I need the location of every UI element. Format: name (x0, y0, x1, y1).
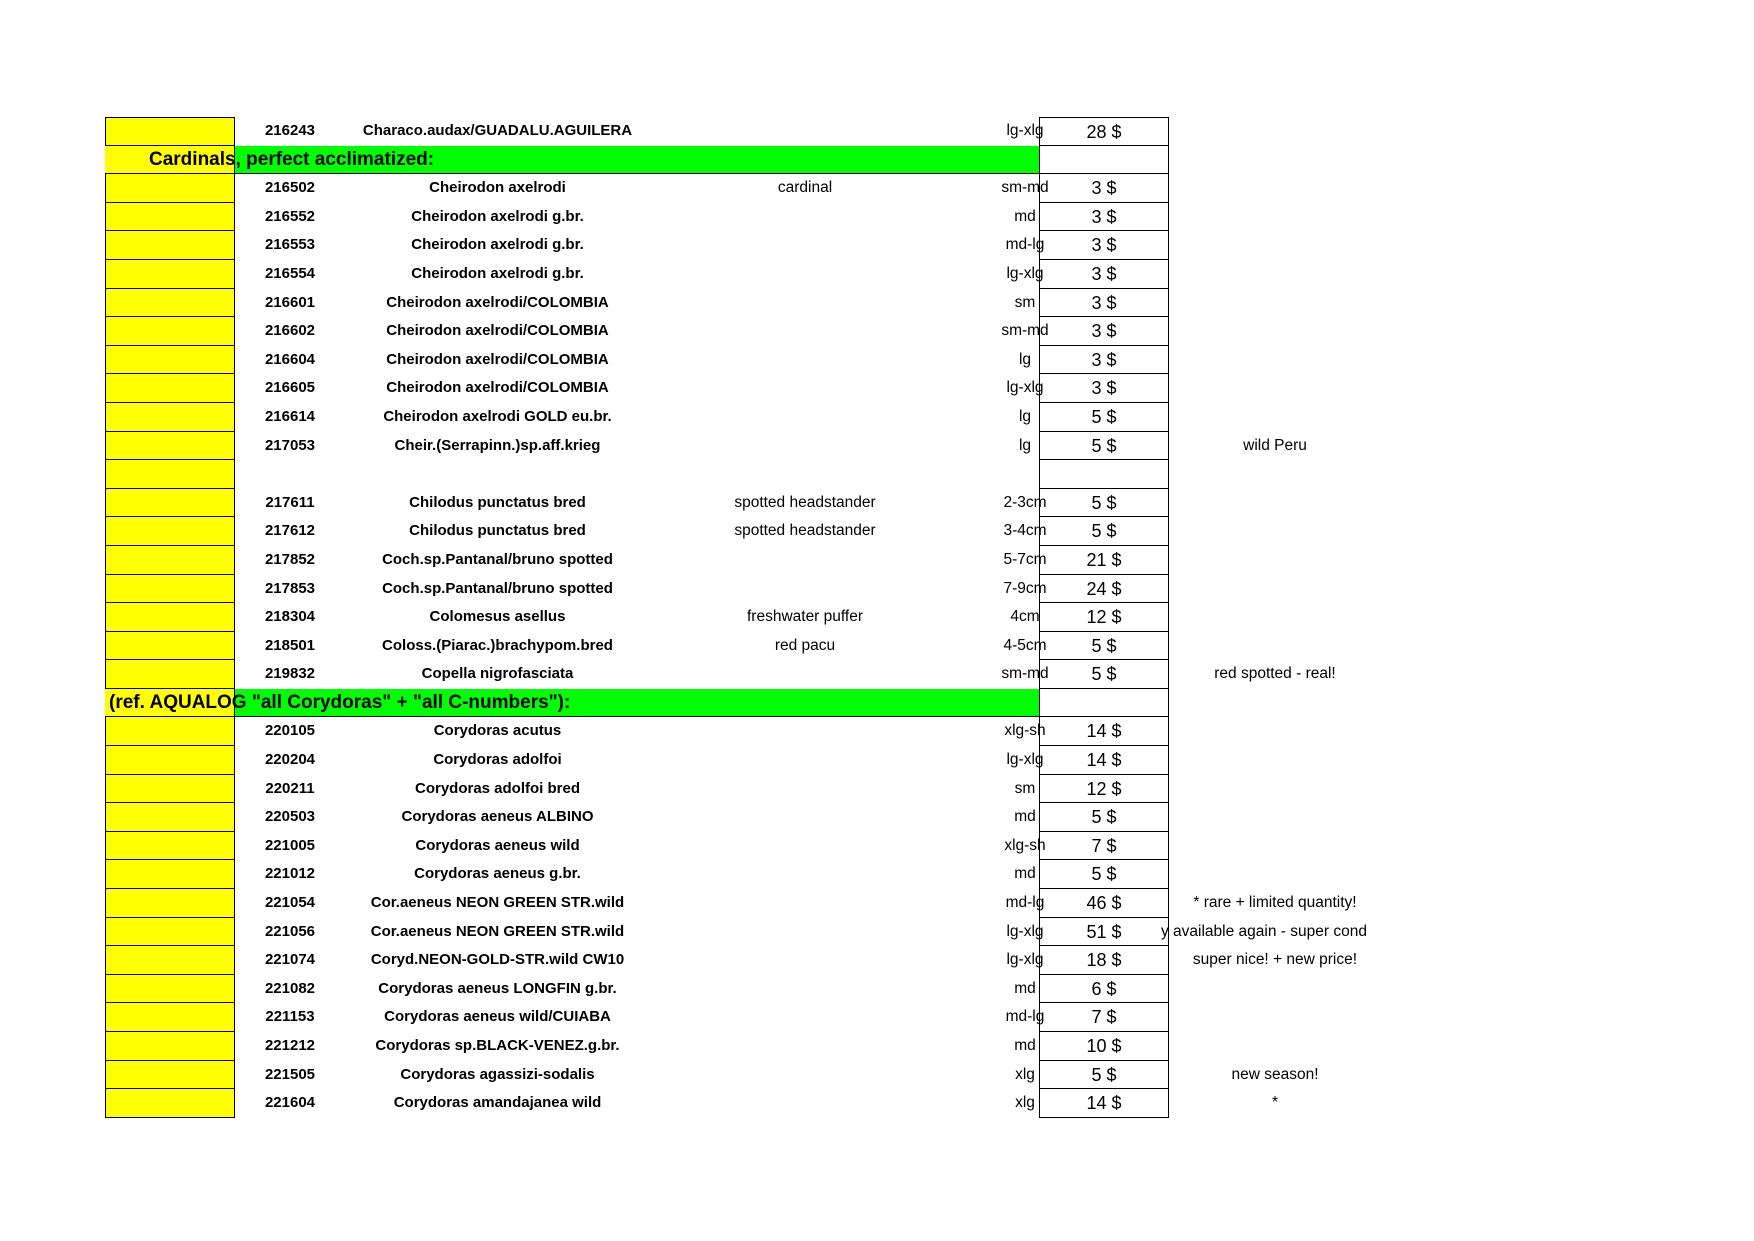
order-quantity-cell[interactable] (105, 946, 235, 975)
item-price: 5 $ (1039, 403, 1169, 432)
item-remark (1170, 403, 1380, 432)
item-remark (1170, 546, 1380, 575)
item-name: Corydoras amandajanea wild (393, 1094, 602, 1112)
table-row (105, 432, 1405, 461)
item-size: 4cm (1010, 608, 1040, 626)
item-code: 216554 (264, 264, 316, 282)
table-row (105, 517, 1405, 546)
common-name (695, 575, 915, 604)
item-size: xlg (1015, 1065, 1035, 1083)
item-price: 21 $ (1039, 546, 1169, 575)
common-name: spotted headstander (734, 522, 876, 540)
item-name: Corydoras aeneus g.br. (414, 865, 581, 883)
item-size: lg (1018, 436, 1032, 454)
item-size: sm (1014, 293, 1036, 311)
common-name (695, 117, 915, 146)
common-name (695, 403, 915, 432)
common-name (695, 231, 915, 260)
item-price: 3 $ (1039, 174, 1169, 203)
item-name: Corydoras acutus (433, 722, 562, 740)
common-name (695, 374, 915, 403)
order-quantity-cell[interactable] (105, 660, 235, 689)
item-remark (1170, 832, 1380, 861)
item-code: 216614 (264, 407, 316, 425)
item-remark (1170, 775, 1380, 804)
table-row (105, 975, 1405, 1004)
table-row (105, 603, 1405, 632)
item-size: lg (1018, 407, 1032, 425)
item-size: xlg (1015, 1094, 1035, 1112)
item-size: 7-9cm (1003, 579, 1047, 597)
common-name: spotted headstander (734, 493, 876, 511)
item-remark (1170, 1032, 1380, 1061)
item-size: sm (1014, 779, 1036, 797)
item-price: 5 $ (1039, 489, 1169, 518)
table-row (105, 946, 1405, 975)
common-name (695, 918, 915, 947)
item-name: Characo.audax/GUADALU.AGUILERA (362, 122, 633, 139)
item-price: 5 $ (1039, 803, 1169, 832)
item-name: Coloss.(Piarac.)brachypom.bred (382, 636, 613, 654)
common-name (695, 889, 915, 918)
order-quantity-cell[interactable] (105, 317, 235, 346)
item-code: 221054 (264, 894, 316, 912)
item-code: 221604 (264, 1094, 316, 1112)
item-size: md-lg (1005, 1008, 1045, 1026)
order-quantity-cell[interactable] (105, 889, 235, 918)
item-remark: y available again - super cond (1161, 922, 1367, 940)
item-name: Corydoras aeneus wild (415, 836, 580, 854)
price-list-sheet (105, 117, 1405, 1118)
item-code: 221005 (264, 836, 316, 854)
item-remark (1170, 746, 1380, 775)
item-name: Corydoras aeneus wild/CUIABA (384, 1008, 611, 1026)
item-name: Corydoras sp.BLACK-VENEZ.g.br. (375, 1037, 620, 1054)
item-price: 14 $ (1039, 717, 1169, 746)
item-size: md (1014, 979, 1036, 997)
item-code: 216502 (264, 179, 316, 197)
item-name: Cor.aeneus NEON GREEN STR.wild (370, 922, 625, 940)
item-size: md (1014, 865, 1036, 883)
item-price: 7 $ (1039, 832, 1169, 861)
item-code: 218304 (264, 608, 316, 626)
item-price: 5 $ (1039, 632, 1169, 661)
item-price (1039, 689, 1169, 718)
table-row (105, 260, 1405, 289)
item-name: Corydoras agassizi-sodalis (400, 1065, 595, 1083)
item-remark: red spotted - real! (1214, 665, 1336, 683)
common-name (695, 860, 915, 889)
item-price: 3 $ (1039, 289, 1169, 318)
item-size: md-lg (1005, 236, 1045, 254)
table-row (105, 1003, 1405, 1032)
common-name (695, 946, 915, 975)
section-title: Cardinals, perfect acclimatized: (149, 148, 435, 170)
item-price: 28 $ (1039, 117, 1169, 146)
item-name: Cheir.(Serrapinn.)sp.aff.krieg (394, 436, 601, 454)
item-name: Coch.sp.Pantanal/bruno spotted (382, 550, 613, 568)
item-code: 218501 (264, 636, 316, 654)
common-name (695, 803, 915, 832)
item-code: 217852 (264, 550, 316, 568)
common-name (695, 1089, 915, 1118)
item-remark (1170, 460, 1380, 489)
item-remark (1170, 1003, 1380, 1032)
table-row (105, 746, 1405, 775)
order-quantity-cell[interactable] (105, 489, 235, 518)
common-name (695, 260, 915, 289)
item-remark (1170, 117, 1380, 146)
item-name: Cheirodon axelrodi/COLOMBIA (386, 350, 609, 368)
item-price: 14 $ (1039, 746, 1169, 775)
order-quantity-cell[interactable] (105, 918, 235, 947)
item-size: sm-md (1001, 179, 1049, 197)
item-remark (1170, 231, 1380, 260)
item-code: 216604 (264, 350, 316, 368)
section-title: (ref. AQUALOG "all Corydoras" + "all C-numbers"): (109, 691, 571, 713)
item-name: Corydoras aeneus LONGFIN g.br. (378, 979, 617, 997)
common-name (695, 346, 915, 375)
item-size: lg (1018, 350, 1032, 368)
common-name (695, 289, 915, 318)
table-row (105, 489, 1405, 518)
order-quantity-cell[interactable] (105, 632, 235, 661)
item-remark (1170, 260, 1380, 289)
item-price: 51 $ (1039, 918, 1169, 947)
item-size: md (1014, 808, 1036, 826)
table-row (105, 460, 1405, 489)
item-size: lg-xlg (1006, 922, 1044, 940)
common-name (695, 1032, 915, 1061)
item-remark (1170, 603, 1380, 632)
item-name: Cheirodon axelrodi (429, 179, 566, 197)
item-size: lg-xlg (1006, 264, 1044, 282)
common-name (695, 660, 915, 689)
item-price: 5 $ (1039, 660, 1169, 689)
item-name: Cheirodon axelrodi/COLOMBIA (386, 322, 609, 340)
common-name: freshwater puffer (746, 608, 864, 626)
item-remark (1170, 203, 1380, 232)
table-row (105, 889, 1405, 918)
item-remark (1170, 803, 1380, 832)
table-row (105, 231, 1405, 260)
item-name: Cheirodon axelrodi GOLD eu.br. (383, 407, 612, 425)
order-quantity-cell[interactable] (105, 517, 235, 546)
item-code: 217611 (265, 493, 315, 511)
table-row (105, 174, 1405, 203)
item-size: sm-md (1001, 665, 1049, 683)
order-quantity-cell[interactable] (105, 403, 235, 432)
table-row (105, 203, 1405, 232)
common-name (695, 203, 915, 232)
table-row (105, 575, 1405, 604)
item-remark (1170, 517, 1380, 546)
common-name (695, 832, 915, 861)
item-name: Colomesus asellus (429, 608, 566, 626)
table-row (105, 346, 1405, 375)
table-row (105, 660, 1405, 689)
table-row (105, 1061, 1405, 1090)
order-quantity-cell[interactable] (105, 1003, 235, 1032)
item-name: Coch.sp.Pantanal/bruno spotted (382, 579, 613, 597)
order-quantity-cell[interactable] (105, 174, 235, 203)
item-size: md (1014, 1037, 1036, 1054)
item-code: 217053 (264, 436, 316, 454)
common-name (695, 1003, 915, 1032)
table-row (105, 860, 1405, 889)
item-price: 3 $ (1039, 374, 1169, 403)
item-size: 3-4cm (1003, 522, 1047, 540)
item-code: 216553 (264, 236, 316, 254)
item-price: 5 $ (1039, 860, 1169, 889)
item-price: 3 $ (1039, 317, 1169, 346)
item-code: 221074 (264, 951, 316, 969)
table-row (105, 1032, 1405, 1061)
table-row (105, 832, 1405, 861)
item-remark (1170, 575, 1380, 604)
item-price: 3 $ (1039, 260, 1169, 289)
item-size: lg-xlg (1006, 751, 1044, 769)
item-code (235, 460, 345, 489)
order-quantity-cell[interactable] (105, 575, 235, 604)
common-name (695, 775, 915, 804)
item-price: 14 $ (1039, 1089, 1169, 1118)
order-quantity-cell[interactable] (105, 117, 235, 146)
item-remark: * rare + limited quantity! (1193, 894, 1357, 912)
section-header-row (105, 146, 1405, 175)
item-remark (1170, 860, 1380, 889)
item-name: Chilodus punctatus bred (409, 522, 586, 540)
item-remark: super nice! + new price! (1192, 951, 1358, 969)
item-name: Chilodus punctatus bred (409, 493, 586, 511)
item-price: 5 $ (1039, 517, 1169, 546)
item-price: 46 $ (1039, 889, 1169, 918)
item-name: Cheirodon axelrodi g.br. (411, 264, 584, 282)
order-quantity-cell[interactable] (105, 346, 235, 375)
table-row (105, 1089, 1405, 1118)
item-code: 216605 (264, 379, 316, 397)
table-row (105, 918, 1405, 947)
item-remark (1170, 975, 1380, 1004)
common-name (695, 460, 915, 489)
item-price: 3 $ (1039, 203, 1169, 232)
item-name (345, 460, 650, 489)
item-code: 221153 (265, 1008, 315, 1026)
item-name: Corydoras adolfoi (433, 751, 562, 769)
table-row (105, 775, 1405, 804)
item-code: 221012 (264, 865, 316, 883)
item-name: Copella nigrofasciata (421, 665, 574, 683)
item-code: 220105 (264, 722, 316, 740)
order-quantity-cell[interactable] (105, 231, 235, 260)
order-quantity-cell[interactable] (105, 432, 235, 461)
item-size: lg-xlg (1006, 122, 1044, 139)
order-quantity-cell[interactable] (105, 374, 235, 403)
common-name (695, 717, 915, 746)
order-quantity-cell[interactable] (105, 832, 235, 861)
item-price: 6 $ (1039, 975, 1169, 1004)
item-remark (1170, 632, 1380, 661)
item-name: Cheirodon axelrodi g.br. (411, 236, 584, 254)
common-name (695, 975, 915, 1004)
item-code: 221082 (264, 979, 316, 997)
item-price: 7 $ (1039, 1003, 1169, 1032)
item-price: 12 $ (1039, 775, 1169, 804)
table-row (105, 632, 1405, 661)
order-quantity-cell[interactable] (105, 1032, 235, 1061)
item-code: 219832 (264, 665, 316, 683)
item-name: Cheirodon axelrodi/COLOMBIA (386, 293, 609, 311)
item-size: md-lg (1005, 894, 1045, 912)
item-code: 221212 (264, 1037, 316, 1054)
section-header-row (105, 689, 1405, 718)
common-name (695, 432, 915, 461)
table-row (105, 717, 1405, 746)
item-price: 10 $ (1039, 1032, 1169, 1061)
item-remark: wild Peru (1243, 436, 1307, 454)
item-price: 12 $ (1039, 603, 1169, 632)
order-quantity-cell[interactable] (105, 203, 235, 232)
item-size: lg-xlg (1006, 951, 1044, 969)
table-row (105, 546, 1405, 575)
item-price: 5 $ (1039, 1061, 1169, 1090)
item-remark (1170, 374, 1380, 403)
item-price: 18 $ (1039, 946, 1169, 975)
table-row (105, 317, 1405, 346)
order-quantity-cell[interactable] (105, 1089, 235, 1118)
item-remark: new season! (1231, 1065, 1319, 1083)
order-quantity-cell[interactable] (105, 1061, 235, 1090)
item-remark (1170, 317, 1380, 346)
item-size: xlg-sh (1004, 836, 1046, 854)
common-name (695, 317, 915, 346)
item-price (1039, 460, 1169, 489)
order-quantity-cell[interactable] (105, 775, 235, 804)
common-name (695, 1061, 915, 1090)
table-row (105, 374, 1405, 403)
order-quantity-cell[interactable] (105, 460, 235, 489)
item-price: 3 $ (1039, 346, 1169, 375)
order-quantity-cell[interactable] (105, 603, 235, 632)
order-quantity-cell[interactable] (105, 746, 235, 775)
item-size: sm-md (1001, 322, 1049, 340)
item-price: 3 $ (1039, 231, 1169, 260)
item-code: 216601 (264, 293, 316, 311)
item-size: 5-7cm (1003, 550, 1047, 568)
item-size: 4-5cm (1003, 636, 1047, 654)
order-quantity-cell[interactable] (105, 289, 235, 318)
order-quantity-cell[interactable] (105, 546, 235, 575)
table-row (105, 403, 1405, 432)
item-price: 24 $ (1039, 575, 1169, 604)
item-code: 221505 (264, 1065, 316, 1083)
item-code: 220204 (264, 751, 316, 769)
order-quantity-cell[interactable] (105, 717, 235, 746)
item-code: 217853 (264, 579, 316, 597)
item-code: 220503 (264, 808, 316, 826)
table-row (105, 117, 1405, 146)
item-price (1039, 146, 1169, 175)
common-name (695, 746, 915, 775)
item-name: Corydoras adolfoi bred (414, 779, 581, 797)
common-name: cardinal (777, 179, 833, 197)
item-size: xlg-sh (1004, 722, 1046, 740)
item-price: 5 $ (1039, 432, 1169, 461)
common-name: red pacu (774, 636, 836, 654)
item-code: 216243 (264, 122, 316, 139)
order-quantity-cell[interactable] (105, 260, 235, 289)
item-name: Cheirodon axelrodi/COLOMBIA (386, 379, 609, 397)
common-name (695, 546, 915, 575)
item-size: 2-3cm (1003, 493, 1047, 511)
item-code: 216602 (264, 322, 316, 340)
item-code: 216552 (264, 207, 316, 225)
order-quantity-cell[interactable] (105, 803, 235, 832)
item-code: 220211 (265, 779, 315, 797)
order-quantity-cell[interactable] (105, 975, 235, 1004)
item-size: md (1014, 207, 1036, 225)
item-name: Coryd.NEON-GOLD-STR.wild CW10 (370, 951, 625, 969)
item-remark (1170, 289, 1380, 318)
item-remark (1170, 174, 1380, 203)
item-name: Cor.aeneus NEON GREEN STR.wild (370, 894, 625, 912)
item-size: lg-xlg (1006, 379, 1044, 397)
table-row (105, 803, 1405, 832)
item-code: 221056 (264, 922, 316, 940)
table-row (105, 289, 1405, 318)
item-remark: * (1271, 1094, 1279, 1112)
item-remark (1170, 489, 1380, 518)
item-remark (1170, 717, 1380, 746)
item-remark (1170, 346, 1380, 375)
order-quantity-cell[interactable] (105, 860, 235, 889)
item-code: 217612 (264, 522, 316, 540)
item-name: Cheirodon axelrodi g.br. (411, 207, 584, 225)
item-name: Corydoras aeneus ALBINO (401, 808, 594, 826)
